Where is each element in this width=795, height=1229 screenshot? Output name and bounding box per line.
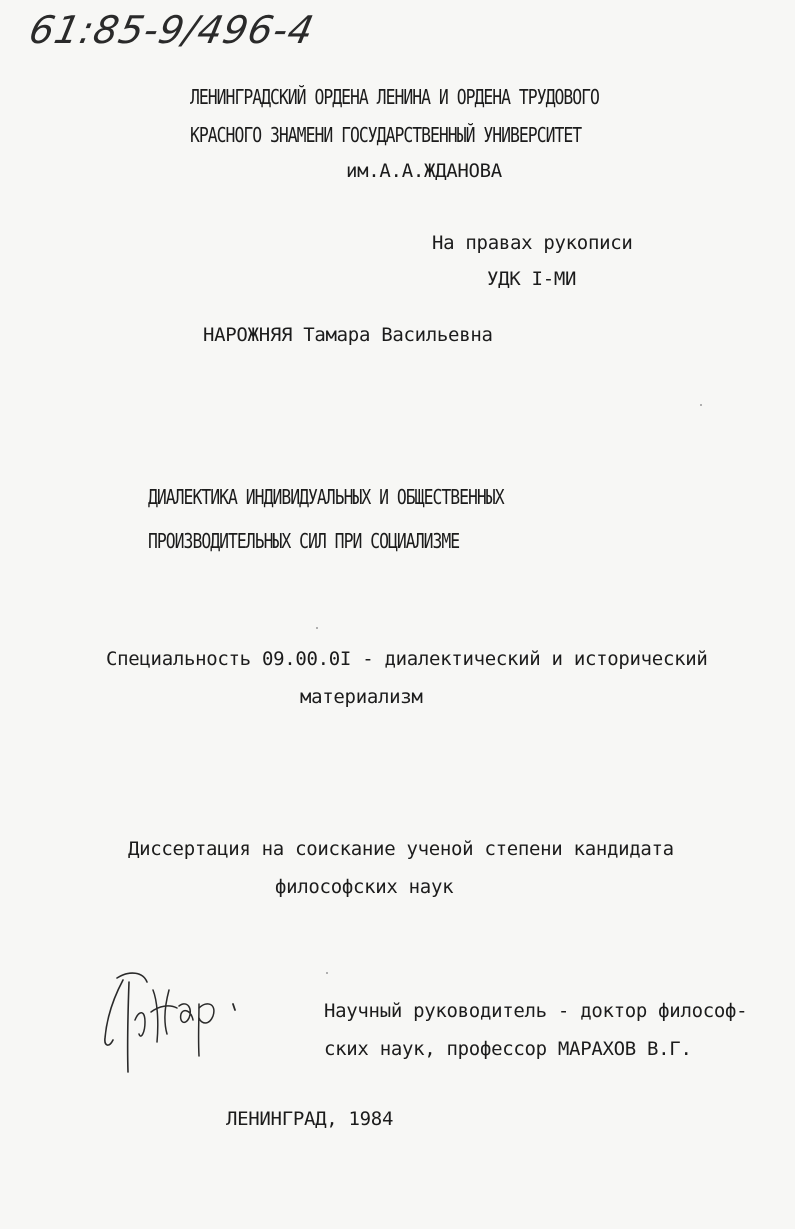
paper-speck [326, 972, 328, 974]
paper-speck [316, 627, 318, 629]
specialty-line-2: материализм [300, 686, 423, 708]
manuscript-rights: На правах рукописи [432, 232, 633, 254]
supervisor-line-2: ских наук, профессор МАРАХОВ В.Г. [324, 1038, 692, 1060]
specialty-line-1: Специальность 09.00.0I - диалектический и исторический [106, 648, 708, 670]
degree-line-1: Диссертация на соискание ученой степени кандидата [128, 838, 674, 860]
city-year: ЛЕНИНГРАД, 1984 [226, 1108, 394, 1130]
supervisor-line-1: Научный руководитель - доктор философ- [324, 1000, 748, 1022]
title-line-2: ПРОИЗВОДИТЕЛЬНЫХ СИЛ ПРИ СОЦИАЛИЗМЕ [148, 529, 460, 553]
institution-line-1: ЛЕНИНГРАДСКИЙ ОРДЕНА ЛЕНИНА И ОРДЕНА ТРУДОВОГО [190, 85, 599, 109]
degree-line-2: философских наук [275, 876, 454, 898]
institution-line-2: КРАСНОГО ЗНАМЕНИ ГОСУДАРСТВЕННЫЙ УНИВЕРСИТЕТ [190, 123, 582, 147]
udc-code: УДК I-МИ [487, 268, 577, 290]
supervisor-signature [95, 960, 255, 1080]
paper-speck [700, 404, 702, 406]
title-line-1: ДИАЛЕКТИКА ИНДИВИДУАЛЬНЫХ И ОБЩЕСТВЕННЫХ [148, 485, 504, 509]
archive-number-handwritten: 61:85-9/496-4 [25, 8, 319, 52]
author-name: НАРОЖНЯЯ Тамара Васильевна [203, 324, 493, 346]
institution-line-3: им.А.А.ЖДАНОВА [346, 160, 502, 182]
